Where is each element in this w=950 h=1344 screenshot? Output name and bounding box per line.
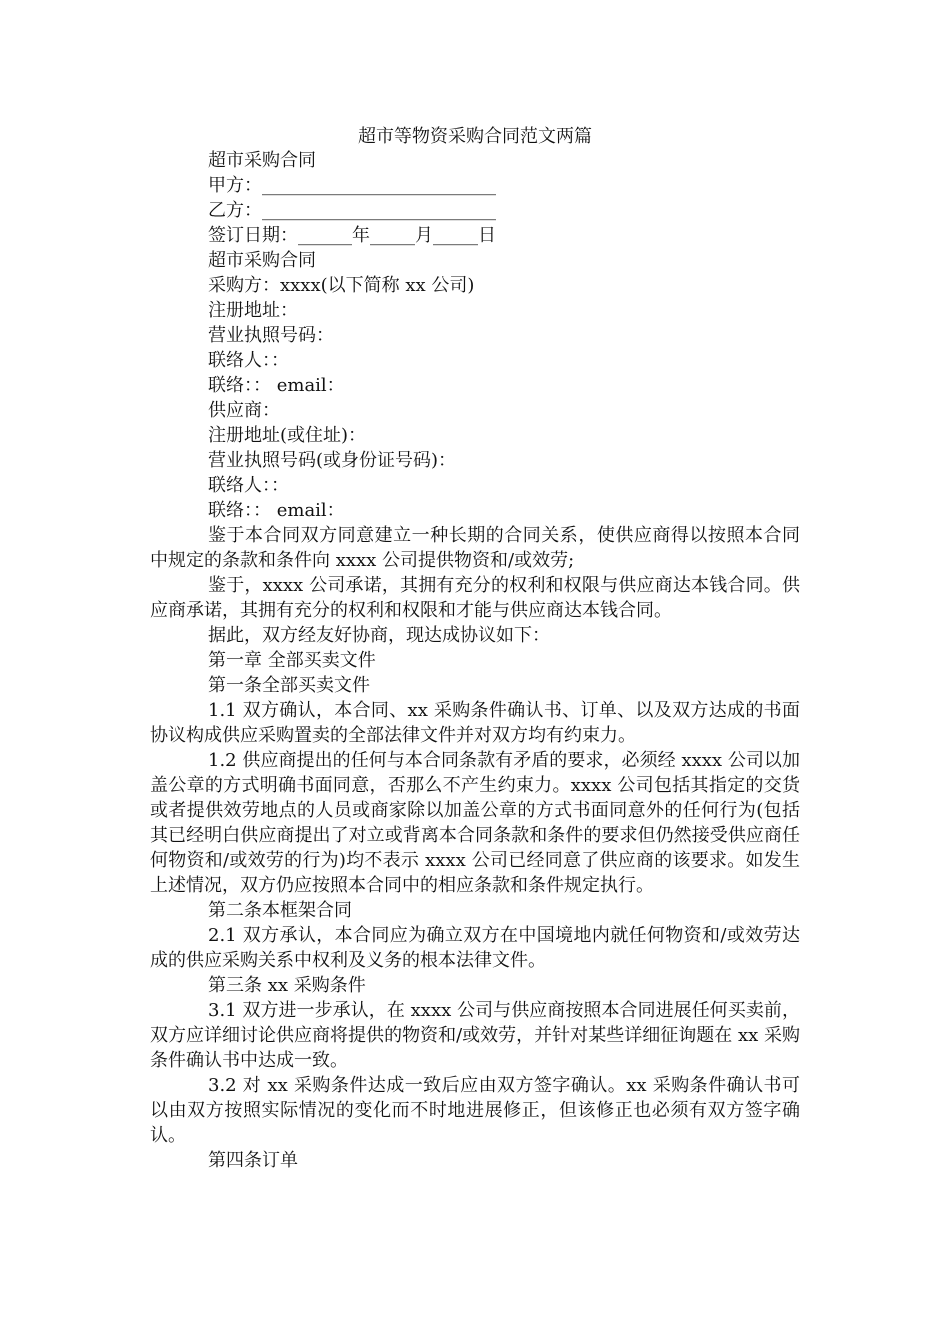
document-title: 超市等物资采购合同范文两篇 [358, 126, 592, 147]
article-heading: 第一条全部买卖文件 [208, 675, 370, 696]
recital-paragraph: 鉴于，xxxx 公司承诺，其拥有充分的权利和权限与供应商达本钱合同。供应商承诺，其拥有充分的权利和权限和才能与供应商达本钱合同。 [150, 575, 800, 621]
agreement-intro: 据此，双方经友好协商，现达成协议如下： [208, 625, 550, 646]
clause-paragraph: 2.1 双方承认，本合同应为确立双方在中国境地内就任何物资和/或效劳达成的供应采购关系中权利及义务的根本法律文件。 [150, 925, 800, 971]
clause-paragraph: 3.2 对 xx 采购条件达成一致后应由双方签字确认。xx 采购条件确认书可以由双方按照实际情况的变化而不时地进展修正，但该修正也必须有双方签字确认。 [150, 1075, 800, 1146]
article-heading: 第二条本框架合同 [208, 900, 352, 921]
clause-paragraph: 1.2 供应商提出的任何与本合同条款有矛盾的要求，必须经 xxxx 公司以加盖公章的方式明确书面同意，否那么不产生约束力。xxxx 公司包括其指定的交货或者提供效劳地点的人员或商家除以加盖公章的方式书面同意外的任何行为(包括其已经明白供应商提出了对立或背离本合同条款和条件的要求但仍然接受供应商任何物资和/或效劳的行为)均不表示 xxxx 公司已经同意了供应商的该要求。如发生上述情况，双方仍应按照本合同中的相应条款和条件规定执行。 [150, 750, 800, 896]
clause-paragraph: 3.1 双方进一步承认，在 xxxx 公司与供应商按照本合同进展任何买卖前，双方应详细讨论供应商将提供的物资和/或效劳，并针对某些详细征询题在 xx 采购条件确认书中达成一致。 [150, 1000, 800, 1071]
supplier-address-line: 注册地址(或住址)： [208, 425, 367, 446]
party-b-line: 乙方：__________________________ [208, 200, 496, 221]
purchaser-contact-line: 联络人：： [208, 350, 289, 371]
article-heading: 第四条订单 [208, 1150, 298, 1171]
contract-subheading: 超市采购合同 [208, 250, 316, 271]
purchaser-line: 采购方：xxxx(以下简称 xx 公司) [208, 275, 475, 296]
purchaser-address-line: 注册地址： [208, 300, 298, 321]
signing-date-line: 签订日期：______年_____月_____日 [208, 225, 496, 246]
supplier-license-line: 营业执照号码(或身份证号码)： [208, 450, 457, 471]
recital-paragraph: 鉴于本合同双方同意建立一种长期的合同关系，使供应商得以按照本合同中规定的条款和条件向 xxxx 公司提供物资和/或效劳; [150, 525, 800, 571]
supplier-email-line: 联络：： email： [208, 500, 345, 521]
document-body [150, 148, 800, 1173]
supplier-line: 供应商： [208, 400, 280, 421]
purchaser-email-line: 联络：： email： [208, 375, 345, 396]
supplier-contact-line: 联络人：： [208, 475, 289, 496]
article-heading: 第三条 xx 采购条件 [208, 975, 366, 996]
contract-heading: 超市采购合同 [208, 150, 316, 171]
clause-paragraph: 1.1 双方确认，本合同、xx 采购条件确认书、订单、以及双方达成的书面协议构成供应采购置卖的全部法律文件并对双方均有约束力。 [150, 700, 800, 746]
chapter-heading: 第一章 全部买卖文件 [208, 650, 376, 671]
purchaser-license-line: 营业执照号码： [208, 325, 334, 346]
party-a-line: 甲方：__________________________ [208, 175, 496, 196]
